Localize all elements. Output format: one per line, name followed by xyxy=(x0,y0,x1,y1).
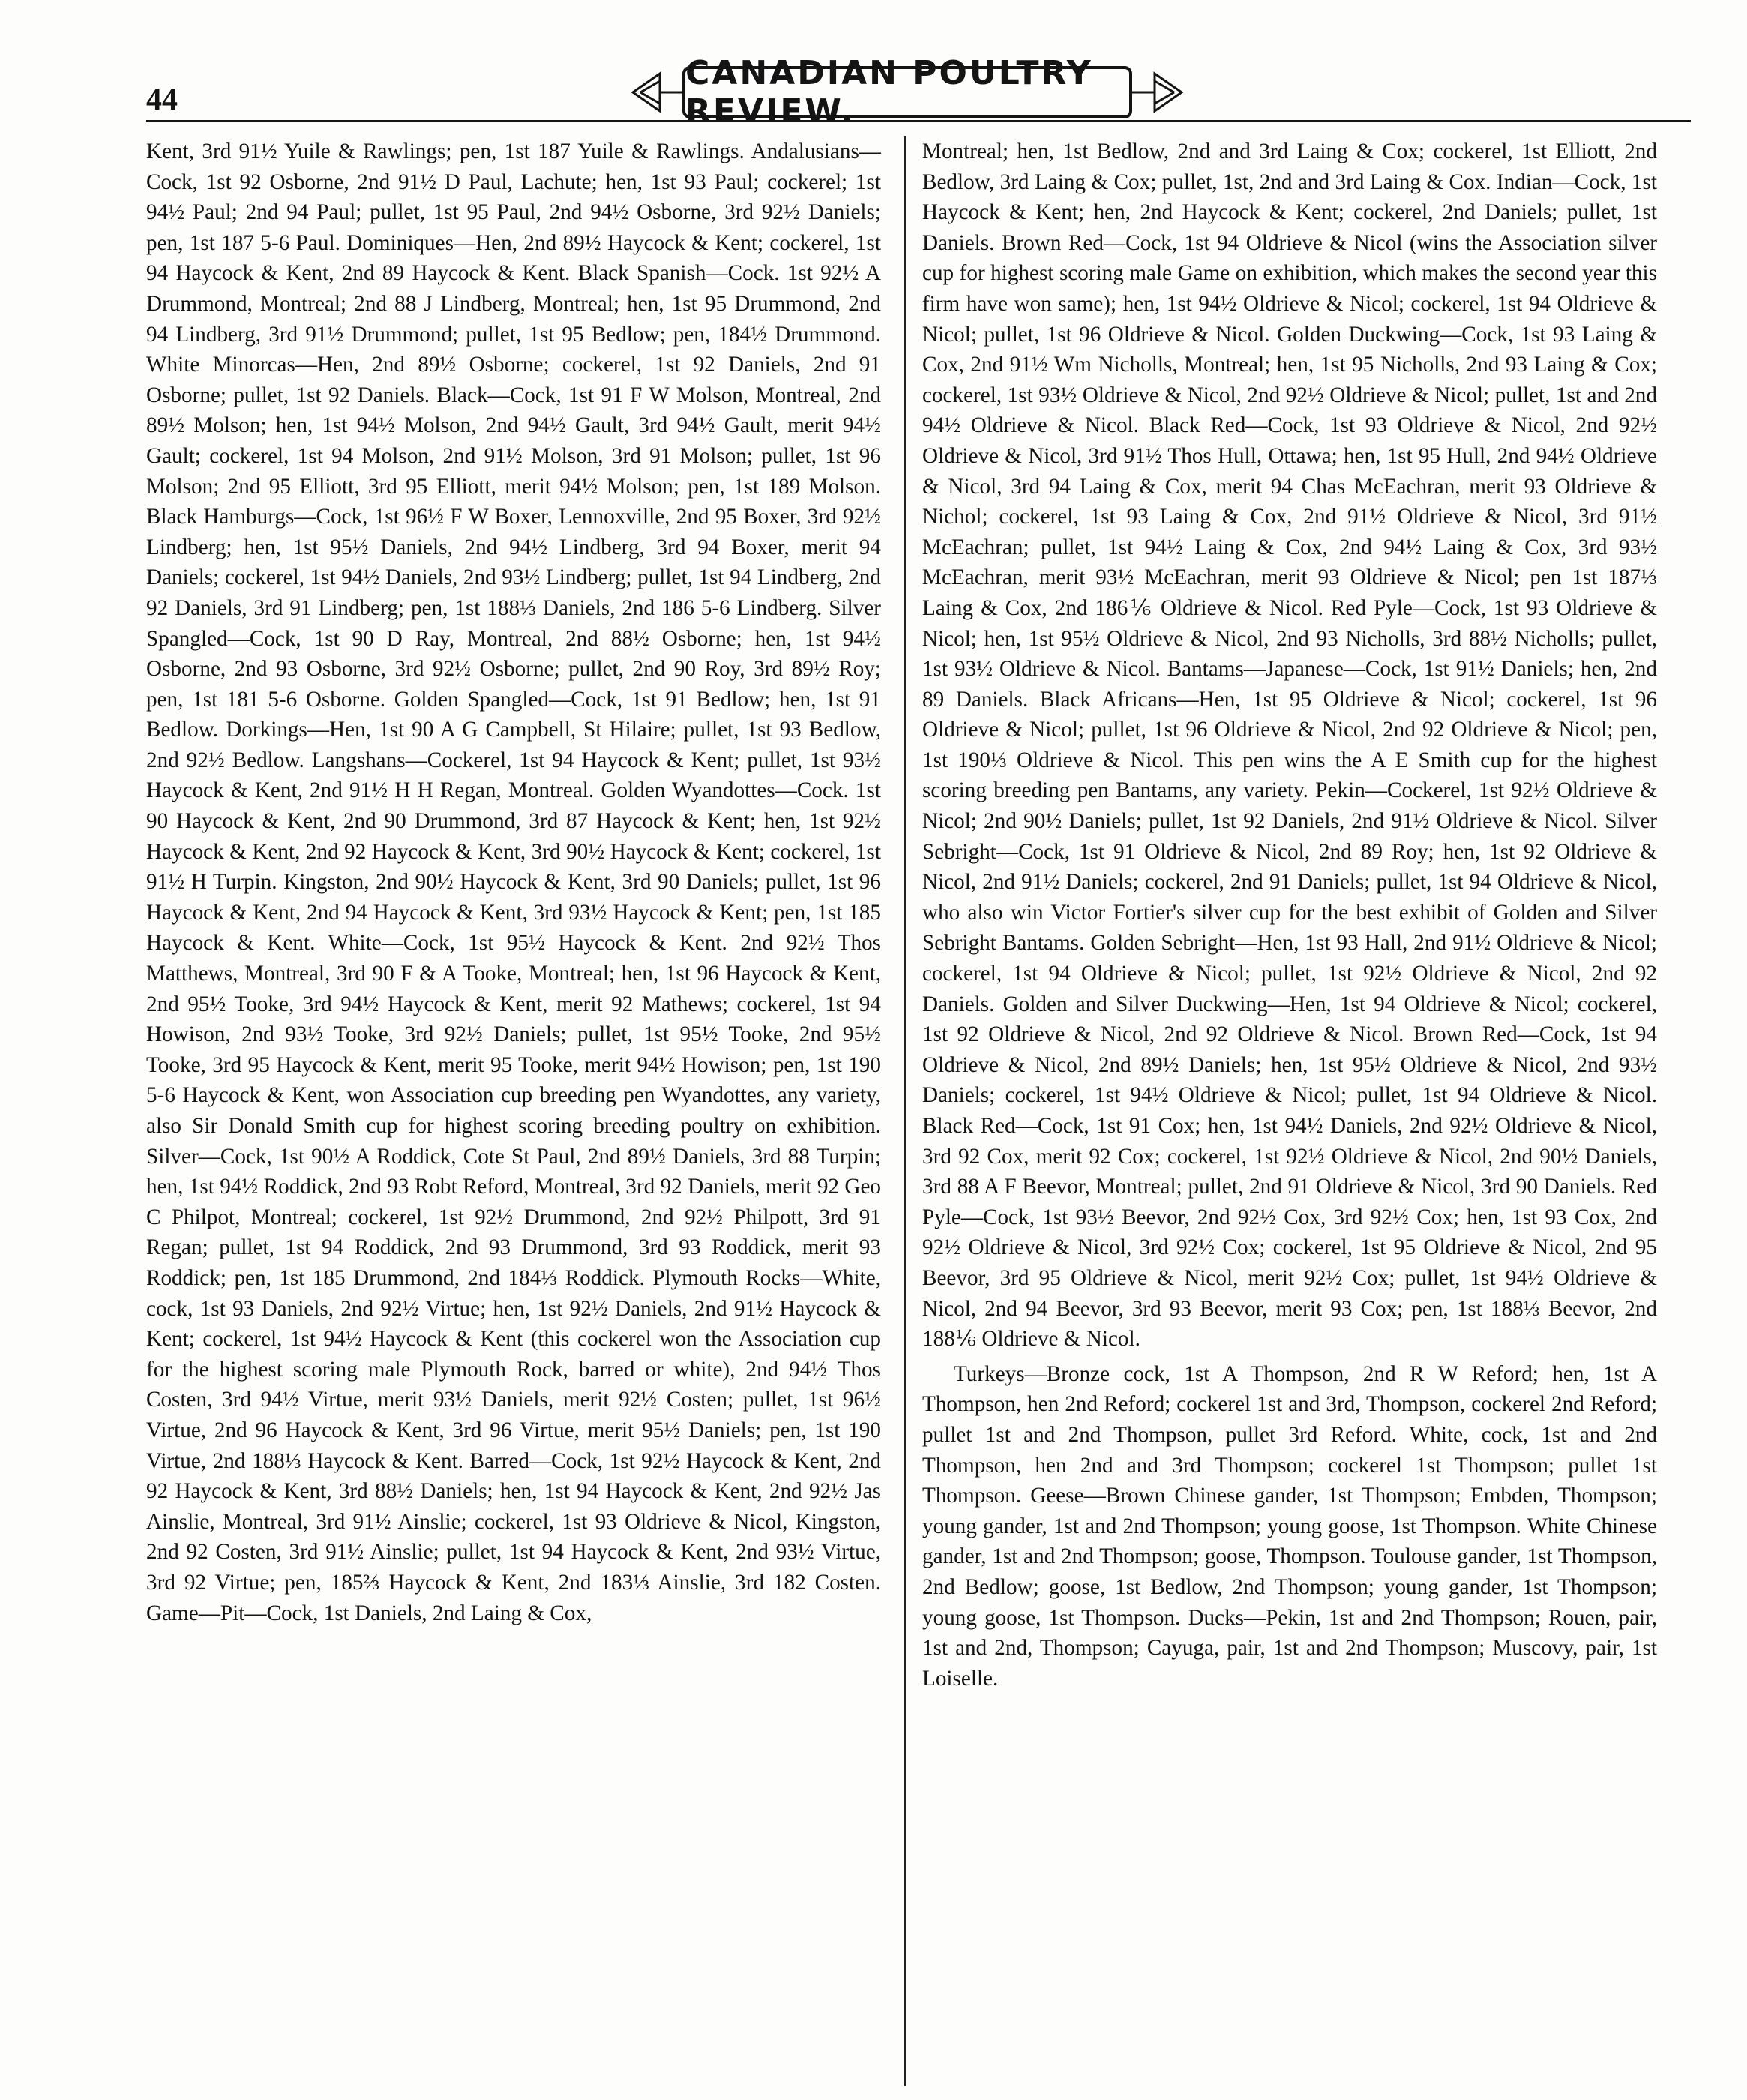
header-rule xyxy=(146,120,1691,122)
left-paragraph-1: Kent, 3rd 91½ Yuile & Rawlings; pen, 1st 187 Yuile & Rawlings. Andalusians—Cock, 1st 92 Osborne, 2nd 91½ D Paul, Lachute; hen, 1st 93 Paul; cockerel; 1st 94½ Paul; 2nd 94 Paul; pullet, 1st 95 Paul, 2nd 94½ Osborne, 3rd 92½ Daniels; pen, 1st 187 5-6 Paul. Dominiques—Hen, 2nd 89½ Haycock & Kent; cockerel, 1st 94 Haycock & Kent, 2nd 89 Haycock & Kent. Black Spanish—Cock. 1st 92½ A Drummond, Montreal; 2nd 88 J Lindberg, Montreal; hen, 1st 95 Drummond, 2nd 94 Lindberg, 3rd 91½ Drummond; pullet, 1st 95 Bedlow; pen, 184½ Drummond. White Minorcas—Hen, 2nd 89½ Osborne; cockerel, 1st 92 Daniels, 2nd 91 Osborne; pullet, 1st 92 Daniels. Black—Cock, 1st 91 F W Molson, Montreal, 2nd 89½ Molson; hen, 1st 94½ Molson, 2nd 94½ Gault, 3rd 94½ Gault, merit 94½ Gault; cockerel, 1st 94 Molson, 2nd 91½ Molson, 3rd 91 Molson; pullet, 1st 96 Molson; 2nd 95 Elliott, 3rd 95 Elliott, merit 94½ Molson; pen, 1st 189 Molson. Black Hamburgs—Cock, 1st 96½ F W Boxer, Lennoxville, 2nd 95 Boxer, 3rd 92½ Lindberg; hen, 1st 95½ Daniels, 2nd 94½ Lindberg, 3rd 94 Boxer, merit 94 Daniels; cockerel, 1st 94½ Daniels, 2nd 93½ Lindberg; pullet, 1st 94 Lindberg, 2nd 92 Daniels, 3rd 91 Lindberg; pen, 1st 188⅓ Daniels, 2nd 186 5-6 Lindberg. Silver Spangled—Cock, 1st 90 D Ray, Montreal, 2nd 88½ Osborne; hen, 1st 94½ Osborne, 2nd 93 Osborne, 3rd 92½ Osborne; pullet, 2nd 90 Roy, 3rd 89½ Roy; pen, 1st 181 5-6 Osborne. Golden Spangled—Cock, 1st 91 Bedlow; hen, 1st 91 Bedlow. Dorkings—Hen, 1st 90 A G Campbell, St Hilaire; pullet, 1st 93 Bedlow, 2nd 92½ Bedlow. Langshans—Cockerel, 1st 94 Haycock & Kent; pullet, 1st 93½ Haycock & Kent, 2nd 91½ H H Regan, Montreal. Golden Wyandottes—Cock. 1st 90 Haycock & Kent, 2nd 90 Drummond, 3rd 87 Haycock & Kent; hen, 1st 92½ Haycock & Kent, 2nd 92 Haycock & Kent, 3rd 90½ Haycock & Kent; cockerel, 1st 91½ H Turpin. Kingston, 2nd 90½ Haycock & Kent, 3rd 90 Daniels; pullet, 1st 96 Haycock & Kent, 2nd 94 Haycock & Kent, 3rd 93½ Haycock & Kent; pen, 1st 185 Haycock & Kent. White—Cock, 1st 95½ Haycock & Kent. 2nd 92½ Thos Matthews, Montreal, 3rd 90 F & A Tooke, Montreal; hen, 1st 96 Haycock & Kent, 2nd 95½ Tooke, 3rd 94½ Haycock & Kent, merit 92 Mathews; cockerel, 1st 94 Howison, 2nd 93½ Tooke, 3rd 92½ Daniels; pullet, 1st 95½ Tooke, 2nd 95½ Tooke, 3rd 95 Haycock & Kent, merit 95 Tooke, merit 94½ Howison; pen, 1st 190 5-6 Haycock & Kent, won Association cup breeding pen Wyandottes, any variety, also Sir Donald Smith cup for highest scoring breeding poultry on exhibition. Silver—Cock, 1st 90½ A Roddick, Cote St Paul, 2nd 89½ Daniels, 3rd 88 Turpin; hen, 1st 94½ Roddick, 2nd 93 Robt Reford, Montreal, 3rd 92 Daniels, merit 92 Geo C Philpot, Montreal; cockerel, 1st 92½ Drummond, 2nd 92½ Philpott, 3rd 91 Regan; pullet, 1st 94 Roddick, 2nd 93 Drummond, 3rd 93 Roddick, merit 93 Roddick; pen, 1st 185 Drummond, 2nd 184⅓ Roddick. Plymouth Rocks—White, cock, 1st 93 Daniels, 2nd 92½ Virtue; hen, 1st 92½ Daniels, 2nd 91½ Haycock & Kent; cockerel, 1st 94½ Haycock & Kent (this cockerel won the Association cup for the highest scoring male Plymouth Rock, barred or white), 2nd 94½ Thos Costen, 3rd 94½ Virtue, merit 93½ Daniels, merit 92½ Costen; pullet, 1st 96½ Virtue, 2nd 96 Haycock & Kent, 3rd 96 Virtue, merit 95½ Daniels; pen, 1st 190 Virtue, 2nd 188⅓ Haycock & Kent. Barred—Cock, 1st 92½ Haycock & Kent, 2nd 92 Haycock & Kent, 3rd 88½ Daniels; hen, 1st 94 Haycock & Kent, 2nd 92½ Jas Ainslie, Montreal, 3rd 91½ Ainslie; cockerel, 1st 93 Oldrieve & Nicol, Kingston, 2nd 92 Costen, 3rd 91½ Ainslie; pullet, 1st 94 Haycock & Kent, 2nd 93½ Virtue, 3rd 92 Virtue; pen, 185⅔ Haycock & Kent, 2nd 183⅓ Ainslie, 3rd 182 Costen. Game—Pit—Cock, 1st Daniels, 2nd Laing & Cox, xyxy=(146,140,881,1625)
left-column xyxy=(146,136,881,1628)
page-number: 44 xyxy=(146,82,178,117)
right-column xyxy=(922,136,1657,1694)
masthead xyxy=(630,54,1185,130)
right-paragraph-2: Turkeys—Bronze cock, 1st A Thompson, 2nd R W Reford; hen, 1st A Thompson, hen 2nd Reford; cockerel 1st and 3rd, Thompson, cockerel 2nd Reford; pullet 1st and 2nd Thompson, pullet 3rd Reford. White, cock, 1st and 2nd Thompson, hen 2nd and 3rd Thompson; cockerel 1st Thompson; pullet 1st Thompson. Geese—Brown Chinese gander, 1st Thompson; Embden, Thompson; young gander, 1st and 2nd Thompson; young goose, 1st Thompson. White Chinese gander, 1st and 2nd Thompson; goose, Thompson. Toulouse gander, 1st Thompson, 2nd Bedlow; goose, 1st Bedlow, 2nd Thompson; young gander, 1st Thompson; young goose, 1st Thompson. Ducks—Pekin, 1st and 2nd Thompson; Rouen, pair, 1st and 2nd, Thompson; Cayuga, pair, 1st and 2nd Thompson; Muscovy, pair, 1st Loiselle. xyxy=(922,1361,1657,1690)
masthead-title: CANADIAN POULTRY REVIEW. xyxy=(682,66,1132,118)
column-divider xyxy=(904,136,906,2086)
right-paragraph-1: Montreal; hen, 1st Bedlow, 2nd and 3rd Laing & Cox; cockerel, 1st Elliott, 2nd Bedlow, 3rd Laing & Cox; pullet, 1st, 2nd and 3rd Laing & Cox. Indian—Cock, 1st Haycock & Kent; hen, 2nd Haycock & Kent; cockerel, 2nd Daniels; pullet, 1st Daniels. Brown Red—Cock, 1st 94 Oldrieve & Nicol (wins the Association silver cup for highest scoring male Game on exhibition, which makes the second year this firm have won same); hen, 1st 94½ Oldrieve & Nicol; cockerel, 1st 94 Oldrieve & Nicol; pullet, 1st 96 Oldrieve & Nicol. Golden Duckwing—Cock, 1st 93 Laing & Cox, 2nd 91½ Wm Nicholls, Montreal; hen, 1st 95 Nicholls, 2nd 93 Laing & Cox; cockerel, 1st 93½ Oldrieve & Nicol, 2nd 92½ Oldrieve & Nicol; pullet, 1st and 2nd 94½ Oldrieve & Nicol. Black Red—Cock, 1st 93 Oldrieve & Nicol, 2nd 92½ Oldrieve & Nicol, 3rd 91½ Thos Hull, Ottawa; hen, 1st 95 Hull, 2nd 94½ Oldrieve & Nicol, 3rd 94 Laing & Cox, merit 94 Chas McEachran, merit 93 Oldrieve & Nichol; cockerel, 1st 93 Laing & Cox, 2nd 91½ Oldrieve & Nicol, 3rd 91½ McEachran; pullet, 1st 94½ Laing & Cox, 2nd 94½ Laing & Cox, 3rd 93½ McEachran, merit 93½ McEachran, merit 93 Oldrieve & Nicol; pen 1st 187⅓ Laing & Cox, 2nd 186⅙ Oldrieve & Nicol. Red Pyle—Cock, 1st 93 Oldrieve & Nicol; hen, 1st 95½ Oldrieve & Nicol, 2nd 93 Nicholls, 3rd 88½ Nicholls; pullet, 1st 93½ Oldrieve & Nicol. Bantams—Japanese—Cock, 1st 91½ Daniels; hen, 2nd 89 Daniels. Black Africans—Hen, 1st 95 Oldrieve & Nicol; cockerel, 1st 96 Oldrieve & Nicol; pullet, 1st 96 Oldrieve & Nicol, 2nd 92 Oldrieve & Nicol; pen, 1st 190⅓ Oldrieve & Nicol. This pen wins the A E Smith cup for the highest scoring breeding pen Bantams, any variety. Pekin—Cockerel, 1st 92½ Oldrieve & Nicol; 2nd 90½ Daniels; pullet, 1st 92 Daniels, 2nd 91½ Oldrieve & Nicol. Silver Sebright—Cock, 1st 91 Oldrieve & Nicol, 2nd 89 Roy; hen, 1st 92 Oldrieve & Nicol, 2nd 91½ Daniels; cockerel, 2nd 91 Daniels; pullet, 1st 94 Oldrieve & Nicol, who also win Victor Fortier's silver cup for the best exhibit of Golden and Silver Sebright Bantams. Golden Sebright—Hen, 1st 93 Hall, 2nd 91½ Oldrieve & Nicol; cockerel, 1st 94 Oldrieve & Nicol; pullet, 1st 92½ Oldrieve & Nicol, 2nd 92 Daniels. Golden and Silver Duckwing—Hen, 1st 94 Oldrieve & Nicol; cockerel, 1st 92 Oldrieve & Nicol, 2nd 92 Oldrieve & Nicol. Brown Red—Cock, 1st 94 Oldrieve & Nicol, 2nd 89½ Daniels; hen, 1st 95½ Oldrieve & Nicol, 2nd 93½ Daniels; cockerel, 1st 94½ Oldrieve & Nicol; pullet, 1st 94 Oldrieve & Nicol. Black Red—Cock, 1st 91 Cox; hen, 1st 94½ Daniels, 2nd 92½ Oldrieve & Nicol, 3rd 92 Cox, merit 92 Cox; cockerel, 1st 92½ Oldrieve & Nicol, 2nd 90½ Daniels, 3rd 88 A F Beevor, Montreal; pullet, 2nd 91 Oldrieve & Nicol, 3rd 90 Daniels. Red Pyle—Cock, 1st 93½ Beevor, 2nd 92½ Cox, 3rd 92½ Cox; hen, 1st 93 Cox, 2nd 92½ Oldrieve & Nicol, 3rd 92½ Cox; cockerel, 1st 95 Oldrieve & Nicol, 2nd 95 Beevor, 3rd 95 Oldrieve & Nicol, merit 92½ Cox; pullet, 1st 94½ Oldrieve & Nicol, 2nd 94 Beevor, 3rd 93 Beevor, merit 93 Cox; pen, 1st 188⅓ Beevor, 2nd 188⅙ Oldrieve & Nicol. xyxy=(922,140,1657,1352)
